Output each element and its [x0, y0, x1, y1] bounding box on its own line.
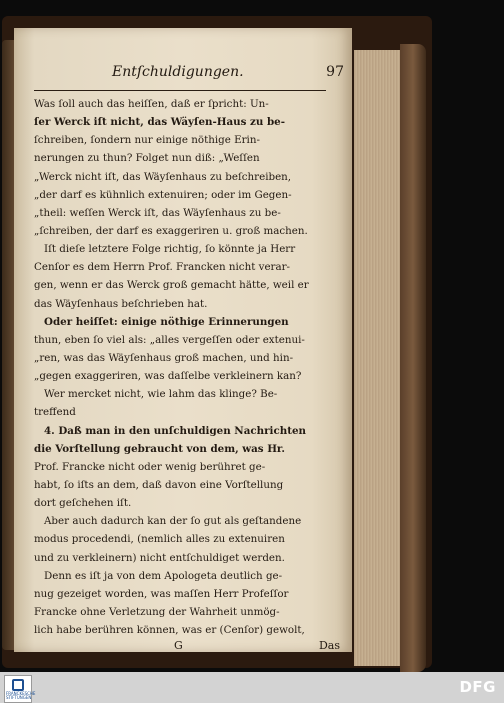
text-line: nerungen zu thun? Folget nun diß: „Weſſen: [34, 152, 260, 165]
text-line: nug gezeiget worden, was maſſen Herr Profeſſor: [34, 587, 289, 600]
page-number: 97: [326, 64, 344, 80]
right-cover-edge: [400, 44, 426, 672]
catchword: Das: [318, 639, 340, 653]
text-line: habt, ſo iſts an dem, daß davon eine Vorſtellung: [34, 478, 284, 491]
text-line: dort geſchehen iſt.: [34, 497, 132, 510]
text-line: Oder heiſſet: einige nöthige Erinnerungen: [44, 315, 289, 328]
text-line: Was ſoll auch das heiſſen, daß er ſpricht: Un-: [34, 98, 269, 110]
text-line: „ren, was das Wäyſenhaus groß machen, und hin-: [34, 351, 294, 364]
signature-mark: G: [174, 639, 183, 653]
institution-logo[interactable]: [4, 675, 36, 703]
institution-logo-label: FRANCKESCHE STIFTUNGEN: [6, 691, 36, 700]
text-line: Wer mercket nicht, wie lahm das klinge? Be-: [44, 388, 278, 401]
text-line: Cenſor es dem Herrn Prof. Francken nicht verar-: [34, 261, 290, 274]
text-line: ſer Werck iſt nicht, das Wäyſen-Haus zu be-: [34, 116, 285, 129]
viewer-footer-bar: [0, 672, 504, 703]
text-line: treffend: [34, 406, 76, 419]
page-edges: [354, 50, 406, 666]
dfg-logo[interactable]: DFG: [459, 678, 496, 696]
page-footer: [34, 639, 340, 657]
text-line: das Wäyſenhaus beſchrieben hat.: [34, 297, 208, 310]
text-line: „Werck nicht iſt, das Wäyſenhaus zu beſchreiben,: [34, 170, 292, 183]
text-line: und zu verkleinern) nicht entſchuldiget werden.: [34, 551, 285, 564]
page-header: [34, 64, 344, 84]
text-line: „gegen exaggeriren, was daſſelbe verkleinern kan?: [34, 370, 302, 383]
text-line: thun, eben ſo viel als: „alles vergeſſen oder extenui-: [34, 333, 305, 346]
text-line: 4. Daß man in den unſchuldigen Nachrichten: [44, 424, 307, 437]
text-line: „ſchreiben, der darf es exaggeriren u. groß machen.: [34, 224, 308, 237]
header-rule: [34, 90, 326, 91]
text-line: Francke ohne Verletzung der Wahrheit unmög-: [34, 605, 280, 618]
text-line: „der darf es kühnlich extenuiren; oder im Gegen-: [34, 188, 292, 201]
text-line: Aber auch dadurch kan der ſo gut als geſtandene: [44, 515, 302, 528]
text-line: die Vorſtellung gebraucht von dem, was Hr.: [34, 442, 285, 455]
text-line: Prof. Francke nicht oder wenig berühret ge-: [34, 460, 266, 473]
text-line: lich habe berühren können, was er (Cenſor) gewolt,: [34, 624, 305, 637]
text-line: Iſt dieſe letztere Folge richtig, ſo könnte ja Herr: [44, 243, 296, 256]
text-line: Denn es iſt ja von dem Apologeta deutlich ge-: [44, 569, 283, 582]
text-line: modus procedendi, (nemlich alles zu extenuiren: [34, 533, 285, 546]
page-text: [34, 64, 344, 657]
text-line: gen, wenn er das Werck groß gemacht hätte, weil er: [34, 279, 309, 292]
text-line: ſchreiben, ſondern nur einige nöthige Erin-: [34, 134, 260, 147]
text-line: „theil: weſſen Werck iſt, das Wäyſenhaus zu be-: [34, 206, 281, 219]
running-title: Entſchuldigungen.: [112, 64, 244, 80]
logo-square-icon: [12, 679, 24, 691]
